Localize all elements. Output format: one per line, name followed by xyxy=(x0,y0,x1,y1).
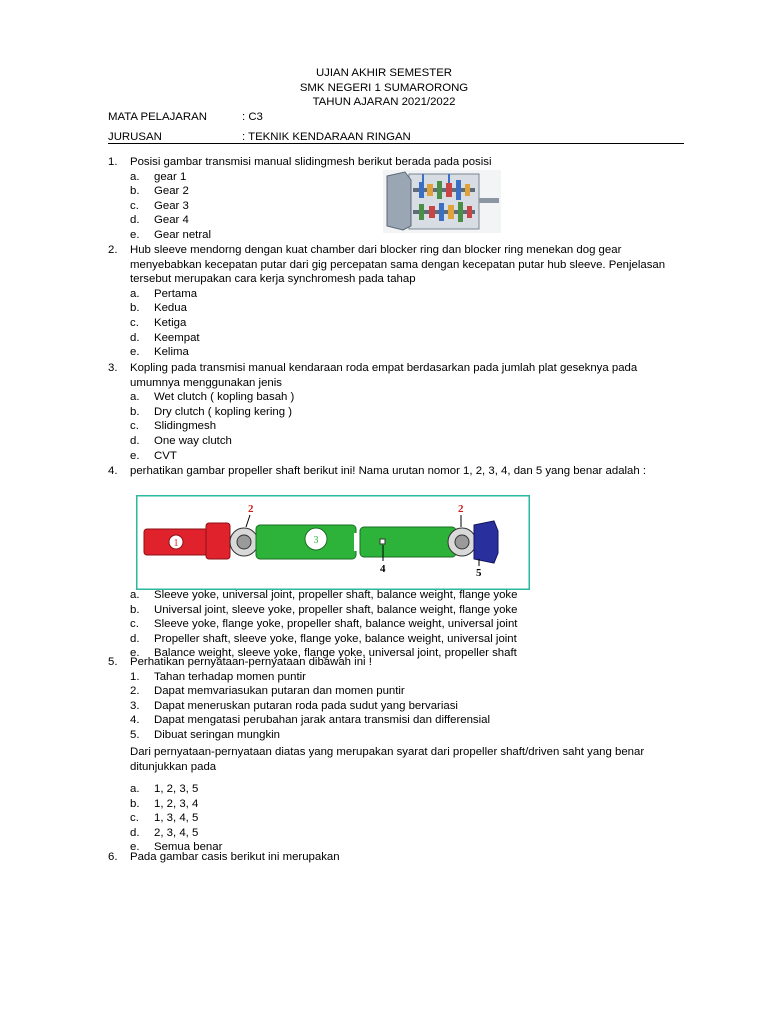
statement-number: 4. xyxy=(130,714,140,727)
option-letter: d. xyxy=(130,632,140,645)
question-4 xyxy=(108,464,678,479)
option-letter: c. xyxy=(130,199,139,212)
option-item xyxy=(108,603,678,618)
header-rule xyxy=(108,143,684,144)
question-5 xyxy=(108,655,678,743)
callout-1: 1 xyxy=(173,538,179,549)
major-value: : TEKNIK KENDARAAN RINGAN xyxy=(242,131,411,143)
header-year: TAHUN AJARAN 2021/2022 xyxy=(312,96,456,109)
question-6 xyxy=(108,850,678,865)
question-text: Hub sleeve mendorng dengan kuat chamber dari blocker ring dan blocker ring menekan dog gear menyebabkan kecepatan putar dari gig percepatan sama dengan kecepatan putar hub sleeve. Penjelasan tersebut merupakan cara kerja synchromesh pada tahap xyxy=(130,244,666,286)
statement-text: Dapat meneruskan putaran roda pada sudut yang bervariasi xyxy=(154,699,458,712)
option-letter: b. xyxy=(130,797,140,810)
question-number: 5. xyxy=(108,656,118,668)
statement-number: 5. xyxy=(130,728,140,741)
option-text: Kelima xyxy=(154,346,189,359)
option-text: gear 1 xyxy=(154,170,187,183)
statement-list xyxy=(108,670,678,743)
option-letter: b. xyxy=(130,302,140,315)
statement-text: Dapat memvariasukan putaran dan momen puntir xyxy=(154,685,405,698)
question-number: 2. xyxy=(108,244,118,256)
option-letter: c. xyxy=(130,316,139,329)
question-text: Perhatikan pernyataan-pernyataan dibawah ini ! xyxy=(130,656,372,668)
option-letter: b. xyxy=(130,405,140,418)
option-list xyxy=(108,287,678,360)
option-item xyxy=(108,434,678,449)
question-number: 6. xyxy=(108,851,118,863)
option-letter: c. xyxy=(130,420,139,433)
option-text: 1, 2, 3, 5 xyxy=(154,783,199,795)
option-letter: d. xyxy=(130,434,140,447)
option-item xyxy=(108,316,678,331)
option-item xyxy=(108,782,678,797)
question-number: 3. xyxy=(108,362,118,374)
question-3 xyxy=(108,361,678,463)
statement-number: 2. xyxy=(130,685,140,698)
callout-2-left: 2 xyxy=(248,503,254,515)
option-text: Slidingmesh xyxy=(154,420,217,433)
statement-item xyxy=(108,670,678,685)
option-text: Pertama xyxy=(154,287,198,300)
statement-text: Dibuat seringan mungkin xyxy=(154,728,281,741)
question-text: Pada gambar casis berikut ini merupakan xyxy=(130,851,340,863)
option-item xyxy=(108,301,678,316)
option-letter: e. xyxy=(130,449,140,462)
option-item xyxy=(108,588,678,603)
option-text: 1, 2, 3, 4 xyxy=(154,797,199,810)
option-text: Sleeve yoke, universal joint, propeller shaft, balance weight, flange yoke xyxy=(154,589,518,601)
question-5-followup xyxy=(108,745,678,774)
propeller-shaft-figure xyxy=(136,495,530,590)
statement-item xyxy=(108,728,678,743)
option-letter: a. xyxy=(130,783,140,795)
option-list xyxy=(108,782,678,855)
option-text: 2, 3, 4, 5 xyxy=(154,826,199,839)
statement-number: 1. xyxy=(130,670,140,683)
question-text: Posisi gambar transmisi manual slidingmesh berikut berada pada posisi xyxy=(130,156,492,168)
major-row xyxy=(108,131,411,143)
option-letter: b. xyxy=(130,603,140,616)
header-title: UJIAN AKHIR SEMESTER xyxy=(315,67,453,79)
option-text: Ketiga xyxy=(154,316,187,329)
option-text: Dry clutch ( kopling kering ) xyxy=(154,405,293,418)
subject-row xyxy=(108,111,263,123)
question-number: 4. xyxy=(108,465,118,477)
question-2 xyxy=(108,243,678,360)
option-letter: a. xyxy=(130,391,140,404)
question-text: perhatikan gambar propeller shaft berikut ini! Nama urutan nomor 1, 2, 3, 4, dan 5 yang benar adalah : xyxy=(130,465,647,477)
option-letter: a. xyxy=(130,287,140,300)
option-item xyxy=(108,449,678,464)
option-item xyxy=(108,797,678,812)
option-letter: e. xyxy=(130,841,140,854)
option-letter: e. xyxy=(130,647,140,660)
option-item xyxy=(108,811,678,826)
option-text: Wet clutch ( kopling basah ) xyxy=(154,391,295,404)
option-text: Keempat xyxy=(154,331,200,344)
option-text: Gear netral xyxy=(154,228,211,241)
option-item xyxy=(108,331,678,346)
option-text: Gear 2 xyxy=(154,185,189,198)
option-text: Gear 3 xyxy=(154,199,189,212)
question-text: Kopling pada transmisi manual kendaraan roda empat berdasarkan pada jumlah plat geseknya pada umumnya menggunakan jenis xyxy=(130,362,638,389)
option-letter: d. xyxy=(130,214,140,227)
option-item xyxy=(108,632,678,647)
option-text: Sleeve yoke, flange yoke, propeller shaft, balance weight, universal joint xyxy=(154,618,518,631)
statement-item xyxy=(108,684,678,699)
option-text: Propeller shaft, sleeve yoke, flange yoke, balance weight, universal joint xyxy=(154,632,517,645)
exam-header xyxy=(0,66,768,110)
statement-item xyxy=(108,699,678,714)
option-item xyxy=(108,287,678,302)
subject-value: : C3 xyxy=(242,111,263,123)
option-letter: a. xyxy=(130,589,140,601)
question-number: 1. xyxy=(108,156,118,168)
option-text: Universal joint, sleeve yoke, propeller shaft, balance weight, flange yoke xyxy=(154,603,518,616)
callout-5: 5 xyxy=(476,567,482,579)
question-4-options xyxy=(108,588,678,661)
transmission-figure xyxy=(383,170,501,233)
callout-4: 4 xyxy=(380,563,386,575)
option-text: Balance weight, sleeve yoke, flange yoke, universal joint, propeller shaft xyxy=(154,647,517,660)
option-text: One way clutch xyxy=(154,434,232,447)
option-text: Gear 4 xyxy=(154,214,189,227)
callout-3: 3 xyxy=(313,535,319,546)
statement-text: Dapat mengatasi perubahan jarak antara transmisi dan differensial xyxy=(154,714,491,727)
option-letter: b. xyxy=(130,185,140,198)
option-text: Kedua xyxy=(154,302,187,315)
option-letter: d. xyxy=(130,826,140,839)
option-letter: a. xyxy=(130,170,140,183)
followup-text: Dari pernyataan-pernyataan diatas yang merupakan syarat dari propeller shaft/driven saht yang benar ditunjukkan pada xyxy=(130,746,645,773)
option-text: CVT xyxy=(154,449,177,462)
statement-text: Tahan terhadap momen puntir xyxy=(154,670,306,683)
option-item xyxy=(108,345,678,360)
option-item xyxy=(108,419,678,434)
option-letter: c. xyxy=(130,618,139,631)
callout-2-right: 2 xyxy=(458,503,464,515)
option-letter: e. xyxy=(130,228,140,241)
option-text: Semua benar xyxy=(154,841,223,854)
option-letter: c. xyxy=(130,812,139,825)
question-5-options xyxy=(108,782,678,855)
option-item xyxy=(108,390,678,405)
subject-label: MATA PELAJARAN xyxy=(108,111,207,123)
option-list xyxy=(108,390,678,463)
major-label: JURUSAN xyxy=(108,131,162,143)
statement-number: 3. xyxy=(130,699,140,712)
option-text: 1, 3, 4, 5 xyxy=(154,812,199,825)
statement-item xyxy=(108,713,678,728)
option-item xyxy=(108,405,678,420)
option-letter: e. xyxy=(130,346,140,359)
option-item xyxy=(108,826,678,841)
option-letter: d. xyxy=(130,331,140,344)
header-school: SMK NEGERI 1 SUMARORONG xyxy=(299,81,469,94)
option-list xyxy=(108,588,678,661)
option-item xyxy=(108,617,678,632)
